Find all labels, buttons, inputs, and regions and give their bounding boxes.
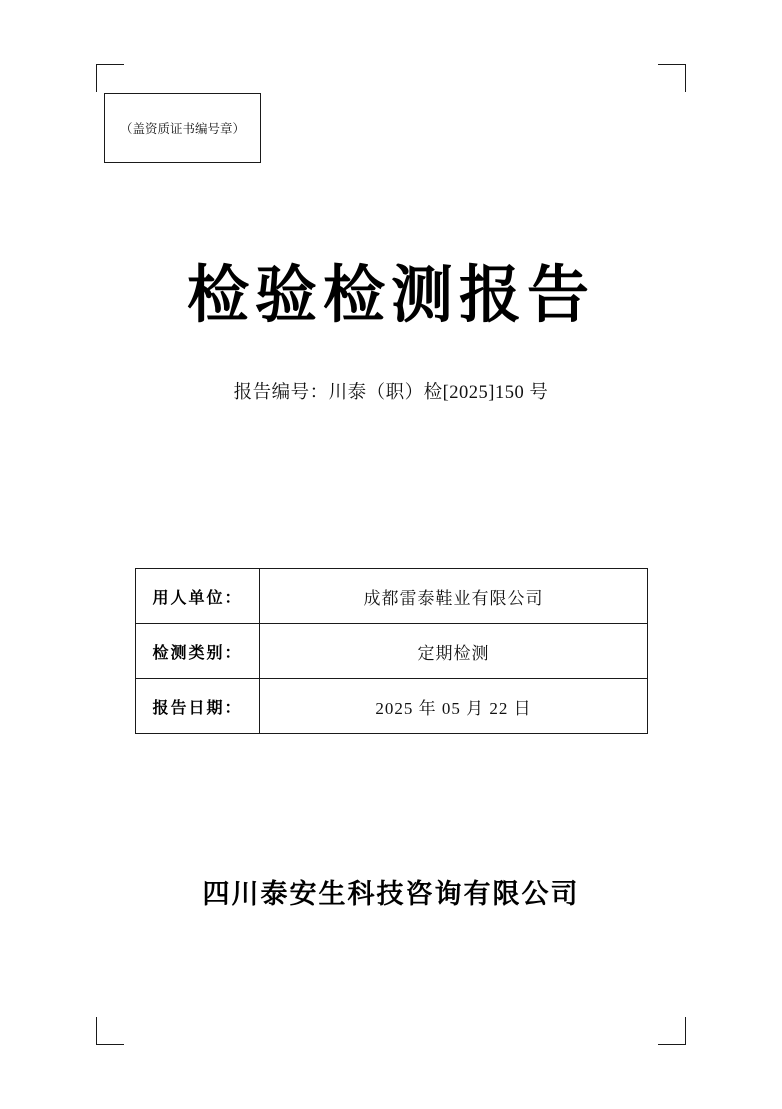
- report-number: 报告编号：川泰（职）检[2025]150 号: [233, 383, 549, 403]
- crop-mark-bottom-left: [96, 1017, 124, 1045]
- info-label-report-date: 报告日期：: [136, 679, 260, 734]
- info-label-employer: 用人单位：: [136, 569, 260, 624]
- crop-mark-top-right: [658, 64, 686, 92]
- crop-mark-top-left: [96, 64, 124, 92]
- qualification-seal-box: [104, 93, 261, 163]
- issuing-organization: 四川泰安生科技咨询有限公司: [202, 879, 580, 910]
- info-label-test-category: 检测类别：: [136, 624, 260, 679]
- page-title: 检验检测报告: [186, 258, 595, 331]
- info-value-test-category: 定期检测: [260, 624, 648, 679]
- table-row: [136, 624, 648, 679]
- info-value-report-date: 2025 年 05 月 22 日: [260, 679, 648, 734]
- table-row: [136, 679, 648, 734]
- qualification-seal-note: （盖资质证书编号章）: [119, 121, 245, 136]
- info-value-employer: 成都雷泰鞋业有限公司: [260, 569, 648, 624]
- report-info-table: [135, 568, 648, 734]
- crop-mark-bottom-right: [658, 1017, 686, 1045]
- table-row: [136, 569, 648, 624]
